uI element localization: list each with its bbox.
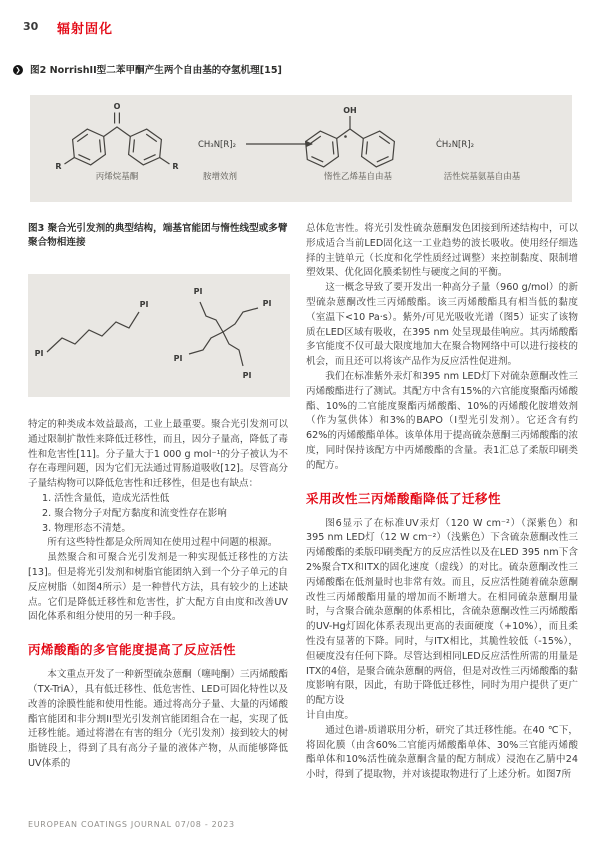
r-right-label: R — [172, 162, 179, 171]
linear-polymer-structure — [35, 300, 149, 358]
figure2-panel — [30, 95, 572, 202]
page-number: 30 — [23, 20, 39, 33]
amino-radical-label: 活性烷基氨基自由基 — [443, 172, 521, 182]
drawback-list — [28, 492, 288, 536]
svg-text:PI: PI — [242, 371, 252, 380]
amine-label: 胺增效剂 — [202, 172, 238, 182]
figure2-diagram — [30, 95, 572, 202]
paragraph: 本文重点开发了一种新型硫杂蒽酮（噻吨酮）三丙烯酸酯（TX-TriA），具有低迁移性、低危害性、LED可固化特性以及改善的涂膜性能和使用性能。通过将高分子量、大量的丙烯酸酯官能团和非分割II型光引发剂官能团组合在一起，实现了低迁移性能。通过将潜在有害的组分（光引发剂）接到较大的树脂链段上，得到了具有高分子量的液体产物，从而能够降低UV体系的 — [28, 669, 288, 769]
paragraph: 特定的种类成本效益最高，工业上最重要。聚合光引发剂可以通过限制扩散性来降低迁移性，而且，因分子量高，降低了毒性和危害性[11]。分子量大于1 000 g mol⁻¹的分子被认为不存在毒理问题，因为它们无法通过胃肠道吸收[12]。尽管高分子量结构物可以降低危害性和迁移性，但是也有缺点： — [28, 419, 288, 490]
amine-formula: CH₃N[R]₂ — [197, 140, 237, 150]
paragraph: 总体危害性。将光引发性硫杂蒽酮发色团接到所述结构中，可以形成适合当前LED固化这一工业趋势的波长吸收。使用经仔细选择的主链单元（长度和化学性质经过调整）来控制黏度、限制增塑效果、优化固化膜柔韧性与硬度之间的平衡。 — [306, 223, 578, 279]
left-column — [28, 222, 288, 772]
paragraph: 图6显示了在标准UV汞灯（120 W cm⁻²）（深紫色）和395 nm LED灯（12 W cm⁻²）（浅紫色）下含硫杂蒽酮改性三丙烯酸酯的柔版印刷类配方的反应活性以及在LED 395 nm下含2%聚合TX和ITX的固化速度（虚线）的对比。硫杂蒽酮改性三丙烯酸酯在低剂量时也非常有效。而且，反应活性随着硫杂蒽酮改性三丙烯酸酯用量的增加而不断增大。在相同硫杂蒽酮用量时，与含聚合硫杂蒽酮的体系相比，含硫杂蒽酮改性三丙烯酸酯的UV-Hg灯固化体系表现出更高的表面硬度（+10%），而且柔性没有显著的下降。同时，与ITX相比，其脆性较低（-15%），但硬度没有任何下降。尽管达到相同LED反应活性所需的用量是ITX的4倍，是聚合硫杂蒽酮的两倍，但是对改性三丙烯酸酯的黏度影响有限，因此，有助于降低迁移性，同时为用户提供了更广的配方设 — [306, 517, 578, 707]
paragraph: 所有这些特性都是众所周知在使用过程中问题的根源。 — [47, 537, 278, 549]
figure2-caption: 图2 NorrishII型二苯甲酮产生两个自由基的夺氢机理[15] — [30, 65, 282, 76]
svg-text:PI: PI — [34, 349, 44, 358]
svg-text:PI: PI — [173, 354, 183, 363]
figure3-caption: 图3 聚合光引发剂的典型结构，端基官能团与惰性线型或多臂聚合物相连接 — [28, 223, 288, 248]
paragraph: 通过色谱-质谱联用分析，研究了其迁移性能。在40 ℃下，将固化膜（由含60%二官能丙烯酸酯单体、30%三官能丙烯酸酯单体和10%活性硫杂蒽酮含量的配方制成）浸泡在乙腈中24小时，得到了提取物，并对该提取物进行了上述分析。如图7所 — [306, 724, 578, 781]
star-polymer-structure — [174, 287, 272, 380]
oh-label: OH — [343, 106, 357, 115]
aminoalkyl-radical-formula: ĊH₂N[R]₂ — [435, 140, 475, 150]
figure3-panel — [28, 274, 290, 397]
figure3-diagram — [28, 274, 290, 397]
ketone-label: 丙烯烷基酮 — [95, 172, 139, 182]
paragraph: 虽然聚合和可聚合光引发剂是一种实现低迁移性的方法[13]。但是将光引发剂和树脂官能团纳入到一个分子单元的自反应树脂（如图4所示）是一种替代方法，具有较少的上述缺点。它们是降低迁移性和危害性，扩大配方自由度和改善UV固化体系和组分使用的另一种手段。 — [28, 552, 288, 623]
paragraph: 这一概念导致了要开发出一种高分子量（960 g/mol）的新型硫杂蒽酮改性三丙烯酸酯。该三丙烯酸酯具有相当低的黏度（室温下<10 Pa·s）。紫外/可见光吸收光谱（图5）证实了该物质在LED区域有吸收，在395 nm 处呈现最佳响应。其丙烯酸酯多官能度不仅可最大限度地加大在聚合物网络中可以进行接枝的机会，而且还可以将该产品作为反应活性促进剂。 — [306, 282, 578, 368]
list-item: 2. 聚合物分子对配方黏度和流变性存在影响 — [42, 507, 227, 519]
ketyl-radical-structure — [306, 106, 395, 167]
r-left-label: R — [55, 162, 62, 171]
svg-text:PI: PI — [139, 300, 149, 309]
svg-text:PI: PI — [262, 299, 272, 308]
o-atom-label: O — [113, 102, 121, 111]
list-item: 1. 活性含量低，造成光活性低 — [42, 492, 170, 504]
benzophenone-structure — [55, 102, 178, 171]
section-heading-acrylate: 丙烯酸酯的多官能度提高了反应活性 — [28, 642, 237, 658]
svg-text:PI: PI — [193, 287, 203, 296]
paragraph: 计自由度。 — [306, 709, 354, 721]
reaction-arrow — [246, 141, 313, 148]
ketyl-label: 惰性乙烯基自由基 — [323, 172, 393, 182]
right-column — [306, 222, 578, 783]
list-item: 3. 物理形态不清楚。 — [42, 522, 131, 534]
section-heading-migration: 采用改性三丙烯酸酯降低了迁移性 — [306, 490, 502, 506]
paragraph: 我们在标准紫外汞灯和395 nm LED灯下对硫杂蒽酮改性三丙烯酸酯进行了测试。其配方中含有15%的六官能度聚酯丙烯酸酯、10%的二官能度聚酯丙烯酸酯、10%的丙烯酸化胺增效剂（作为氢供体）和3%的BAPO（I型光引发剂）。它还含有约62%的丙烯酸酯单体。该单体用于提高硫杂蒽酮三丙烯酸酯的浓度，同时保持该配方中丙烯酸酯的含量。表1汇总了柔版印刷类的配方。 — [306, 370, 578, 471]
figure2-caption-row — [13, 64, 573, 78]
section-title: 辐射固化 — [57, 22, 114, 37]
journal-footer: EUROPEAN COATINGS JOURNAL 07/08 - 2023 — [28, 820, 235, 829]
figure-marker-icon: ❯ — [13, 65, 23, 75]
